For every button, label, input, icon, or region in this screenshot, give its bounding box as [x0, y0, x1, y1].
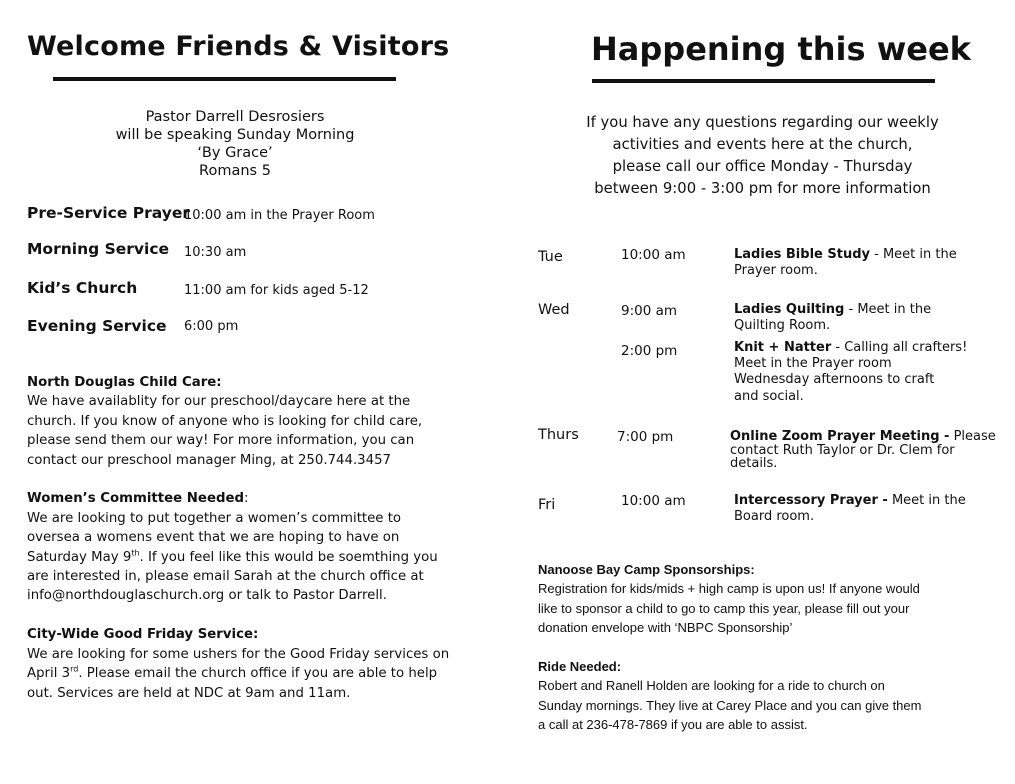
womens-date: Saturday May 9	[27, 549, 132, 565]
schedule-time: 7:00 pm	[617, 429, 674, 445]
child-care-heading: North Douglas Child Care:	[27, 375, 222, 390]
womens-line: info@northdouglaschurch.org or talk to Pastor Darrell.	[27, 588, 387, 604]
service-label: Morning Service	[27, 240, 170, 258]
schedule-event	[734, 247, 994, 279]
event-name: Ladies Bible Study	[734, 247, 870, 262]
womens-line: are interested in, please email Sarah at the church office at	[27, 569, 424, 585]
schedule-day: Tue	[538, 249, 563, 265]
office-info	[540, 112, 985, 200]
service-label: Kid’s Church	[27, 279, 138, 297]
ride-line: Robert and Ranell Holden are looking for a ride to church on	[538, 678, 885, 694]
camp-line: like to sponsor a child to go to camp this year, please fill out your	[538, 600, 910, 616]
office-info-line: If you have any questions regarding our weekly	[586, 114, 939, 131]
schedule-time: 9:00 am	[621, 303, 678, 319]
event-desc: Prayer room.	[734, 263, 818, 279]
womens-line-rest: . If you feel like this would be soemthing you	[139, 549, 438, 565]
schedule-event	[734, 340, 994, 405]
camp-line: donation envelope with ‘NBPC Sponsorship’	[538, 620, 793, 636]
happening-title: Happening this week	[591, 30, 971, 68]
service-label: Evening Service	[27, 317, 167, 335]
event-name: Online Zoom Prayer Meeting -	[730, 429, 950, 444]
camp-line: Registration for kids/mids + high camp is upon us! If anyone would	[538, 581, 920, 597]
event-desc: contact Ruth Taylor or Dr. Clem for	[730, 442, 955, 458]
ride-line: Sunday mornings. They live at Carey Place and you can give them	[538, 697, 922, 713]
child-care-line: please send them our way! For more information, you can	[27, 433, 415, 449]
sermon-title: ‘By Grace’	[197, 145, 273, 161]
service-time: 10:00 am in the Prayer Room	[184, 208, 375, 223]
schedule-time: 10:00 am	[621, 247, 686, 263]
announcements-right	[538, 560, 998, 735]
title-underline	[592, 79, 935, 83]
schedule-event	[734, 302, 994, 334]
event-desc: - Calling all crafters!	[831, 340, 968, 355]
sermon-speaking: will be speaking Sunday Morning	[115, 127, 355, 143]
service-time: 10:30 am	[184, 245, 247, 260]
service-time: 6:00 pm	[184, 319, 239, 334]
event-desc: Board room.	[734, 509, 815, 525]
good-friday-date-suffix: rd	[70, 664, 79, 674]
womens-heading-colon: :	[244, 491, 249, 507]
good-friday-line: We are looking for some ushers for the Good Friday services on	[27, 646, 450, 662]
good-friday-line-rest: . Please email the church office if you are able to help	[78, 666, 438, 682]
schedule-event	[730, 430, 1005, 471]
title-underline	[53, 77, 396, 81]
service-time: 11:00 am for kids aged 5-12	[184, 283, 369, 298]
good-friday-line: out. Services are held at NDC at 9am and 11am.	[27, 685, 351, 701]
child-care-line: contact our preschool manager Ming, at 250.744.3457	[27, 452, 392, 468]
schedule-day: Wed	[538, 302, 570, 318]
event-desc: - Meet in the	[869, 247, 957, 262]
event-name: Knit + Natter	[734, 340, 832, 355]
event-desc: Meet in the Prayer room	[734, 356, 892, 372]
womens-line: We are looking to put together a women’s committee to	[27, 510, 402, 526]
ride-line: a call at 236-478-7869 if you are able to assist.	[538, 717, 808, 733]
good-friday-date: April 3	[27, 666, 71, 682]
event-desc: Quilting Room.	[734, 318, 831, 334]
womens-line	[27, 548, 467, 567]
event-name: Ladies Quilting	[734, 302, 845, 317]
schedule-day: Thurs	[538, 427, 579, 443]
event-desc: and social.	[734, 388, 804, 404]
womens-line: oversea a womens event that we are hoping to have on	[27, 530, 400, 546]
office-info-line: please call our office Monday - Thursday	[612, 158, 913, 175]
office-info-line: between 9:00 - 3:00 pm for more information	[594, 180, 931, 197]
event-desc: details.	[730, 456, 778, 471]
good-friday-line	[27, 664, 467, 683]
womens-date-suffix: th	[131, 548, 140, 558]
schedule-day: Fri	[538, 497, 556, 513]
announcements-left	[27, 373, 467, 703]
event-name: Intercessory Prayer -	[734, 493, 888, 508]
good-friday-heading: City-Wide Good Friday Service:	[27, 627, 259, 643]
camp-heading: Nanoose Bay Camp Sponsorships:	[538, 562, 755, 577]
event-desc: Wednesday afternoons to craft	[734, 372, 935, 388]
ride-heading: Ride Needed:	[538, 659, 622, 675]
sermon-scripture: Romans 5	[199, 163, 271, 179]
schedule-time: 2:00 pm	[621, 343, 678, 359]
schedule-event	[734, 493, 994, 525]
event-desc: - Meet in the	[844, 302, 932, 317]
sermon-pastor: Pastor Darrell Desrosiers	[145, 109, 325, 125]
womens-heading: Women’s Committee Needed	[27, 491, 245, 507]
child-care-line: church. If you know of anyone who is looking for child care,	[27, 413, 423, 429]
service-label: Pre-Service Prayer	[27, 204, 191, 222]
sermon-info	[90, 108, 380, 180]
event-desc: Please	[949, 429, 996, 444]
child-care-line: We have availablity for our preschool/daycare here at the	[27, 394, 411, 410]
office-info-line: activities and events here at the church,	[612, 136, 913, 153]
welcome-title: Welcome Friends & Visitors	[27, 31, 450, 62]
schedule-time: 10:00 am	[621, 493, 686, 509]
event-desc: Meet in the	[887, 493, 966, 508]
